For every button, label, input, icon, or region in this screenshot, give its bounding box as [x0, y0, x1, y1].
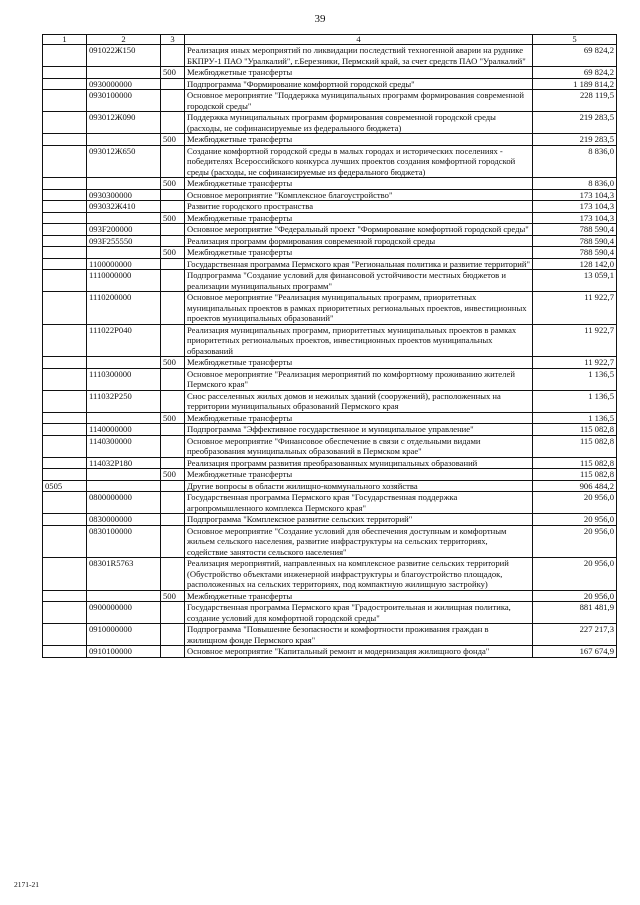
expense-type-cell: [161, 324, 185, 357]
target-article-cell: 0830100000: [87, 525, 161, 558]
expense-type-cell: [161, 235, 185, 247]
col-header-2: 2: [87, 35, 161, 45]
amount-cell: 11 922,7: [533, 357, 617, 369]
expense-type-cell: [161, 258, 185, 270]
expense-type-cell: [161, 45, 185, 67]
section-code-cell: [43, 624, 87, 646]
target-article-cell: 0910100000: [87, 646, 161, 658]
amount-cell: 115 082,8: [533, 469, 617, 481]
expense-type-cell: [161, 201, 185, 213]
item-name-cell: Государственная программа Пермского края "Региональная политика и развитие территорий": [185, 258, 533, 270]
amount-cell: 115 082,8: [533, 457, 617, 469]
amount-cell: 1 136,5: [533, 412, 617, 424]
section-code-cell: [43, 189, 87, 201]
amount-cell: 173 104,3: [533, 212, 617, 224]
section-code-cell: [43, 357, 87, 369]
target-article-cell: 111032Р250: [87, 390, 161, 412]
item-name-cell: Основное мероприятие "Капитальный ремонт и модернизация жилищного фонда": [185, 646, 533, 658]
amount-cell: 13 059,1: [533, 270, 617, 292]
page-number: 39: [314, 13, 326, 25]
target-article-cell: 0930300000: [87, 189, 161, 201]
item-name-cell: Межбюджетные трансферты: [185, 590, 533, 602]
table-row: [43, 412, 617, 424]
table-row: [43, 292, 617, 325]
table-row: [43, 357, 617, 369]
item-name-cell: Межбюджетные трансферты: [185, 134, 533, 146]
budget-table: [42, 34, 617, 658]
expense-type-cell: [161, 514, 185, 526]
expense-type-cell: 500: [161, 357, 185, 369]
target-article-cell: 0910000000: [87, 624, 161, 646]
table-row: [43, 270, 617, 292]
table-row: [43, 514, 617, 526]
col-header-4: 4: [185, 35, 533, 45]
table-row: [43, 324, 617, 357]
item-name-cell: Создание комфортной городской среды в малых городах и исторических поселениях - победителях Всероссийского конкурса лучших проектов создания комфортной городской среды (расходы, не софинансируемые из федерального бюджета): [185, 145, 533, 178]
section-code-cell: [43, 258, 87, 270]
section-code-cell: [43, 292, 87, 325]
section-code-cell: 0505: [43, 480, 87, 492]
target-article-cell: [87, 590, 161, 602]
section-code-cell: [43, 90, 87, 112]
expense-type-cell: 500: [161, 412, 185, 424]
section-code-cell: [43, 469, 87, 481]
table-row: [43, 145, 617, 178]
amount-cell: 228 119,5: [533, 90, 617, 112]
table-row: [43, 45, 617, 67]
expense-type-cell: [161, 390, 185, 412]
expense-type-cell: [161, 435, 185, 457]
table-row: [43, 492, 617, 514]
item-name-cell: Подпрограмма "Комплексное развитие сельских территорий": [185, 514, 533, 526]
item-name-cell: Основное мероприятие "Реализация мероприятий по комфортному проживанию жителей Пермского края": [185, 368, 533, 390]
amount-cell: 1 136,5: [533, 368, 617, 390]
expense-type-cell: [161, 224, 185, 236]
col-header-5: 5: [533, 35, 617, 45]
section-code-cell: [43, 590, 87, 602]
table-row: [43, 78, 617, 90]
target-article-cell: [87, 469, 161, 481]
item-name-cell: Межбюджетные трансферты: [185, 67, 533, 79]
item-name-cell: Подпрограмма "Формирование комфортной городской среды": [185, 78, 533, 90]
table-row: [43, 435, 617, 457]
section-code-cell: [43, 435, 87, 457]
amount-cell: 881 481,9: [533, 602, 617, 624]
section-code-cell: [43, 558, 87, 591]
amount-cell: 167 674,9: [533, 646, 617, 658]
section-code-cell: [43, 134, 87, 146]
table-row: [43, 368, 617, 390]
expense-type-cell: [161, 602, 185, 624]
item-name-cell: Снос расселенных жилых домов и нежилых зданий (сооружений), расположенных на территории муниципальных образований Пермского края: [185, 390, 533, 412]
item-name-cell: Реализация муниципальных программ, приоритетных муниципальных проектов в рамках приоритетных региональных проектов, инвестиционных проектов муниципальных образований: [185, 324, 533, 357]
table-row: [43, 525, 617, 558]
col-header-3: 3: [161, 35, 185, 45]
expense-type-cell: [161, 368, 185, 390]
amount-cell: 788 590,4: [533, 235, 617, 247]
item-name-cell: Государственная программа Пермского края "Государственная поддержка агропромышленного комплекса Пермского края": [185, 492, 533, 514]
target-article-cell: [87, 247, 161, 259]
table-row: [43, 390, 617, 412]
amount-cell: 173 104,3: [533, 201, 617, 213]
target-article-cell: 1110200000: [87, 292, 161, 325]
item-name-cell: Основное мероприятие "Поддержка муниципальных программ формирования современной городской среды": [185, 90, 533, 112]
item-name-cell: Реализация программ развития преобразованных муниципальных образований: [185, 457, 533, 469]
item-name-cell: Основное мероприятие "Финансовое обеспечение в связи с отдельными видами преобразования муниципальных образований в Пермском крае": [185, 435, 533, 457]
amount-cell: 8 836,0: [533, 178, 617, 190]
expense-type-cell: 500: [161, 134, 185, 146]
amount-cell: 219 283,5: [533, 134, 617, 146]
table-row: [43, 201, 617, 213]
expense-type-cell: [161, 424, 185, 436]
expense-type-cell: [161, 624, 185, 646]
section-code-cell: [43, 646, 87, 658]
table-row: [43, 457, 617, 469]
section-code-cell: [43, 525, 87, 558]
section-code-cell: [43, 247, 87, 259]
target-article-cell: 091022Ж150: [87, 45, 161, 67]
item-name-cell: Реализация иных мероприятий по ликвидации последствий техногенной аварии на руднике БКПРУ-1 ПАО "Уралкалий", г.Березники, Пермский край, за счет средств ПАО "Уралкалий": [185, 45, 533, 67]
amount-cell: 219 283,5: [533, 112, 617, 134]
target-article-cell: 0930100000: [87, 90, 161, 112]
expense-type-cell: 500: [161, 469, 185, 481]
item-name-cell: Развитие городского пространства: [185, 201, 533, 213]
table-row: [43, 602, 617, 624]
section-code-cell: [43, 67, 87, 79]
amount-cell: 20 956,0: [533, 514, 617, 526]
item-name-cell: Межбюджетные трансферты: [185, 469, 533, 481]
table-row: [43, 224, 617, 236]
amount-cell: 173 104,3: [533, 189, 617, 201]
amount-cell: 20 956,0: [533, 492, 617, 514]
table-row: [43, 469, 617, 481]
item-name-cell: Межбюджетные трансферты: [185, 247, 533, 259]
target-article-cell: 1140000000: [87, 424, 161, 436]
item-name-cell: Подпрограмма "Создание условий для финансовой устойчивости местных бюджетов и реализации муниципальных программ": [185, 270, 533, 292]
item-name-cell: Межбюджетные трансферты: [185, 412, 533, 424]
target-article-cell: 0900000000: [87, 602, 161, 624]
amount-cell: 906 484,2: [533, 480, 617, 492]
item-name-cell: Поддержка муниципальных программ формирования современной городской среды (расходы, не софинансируемые из федерального бюджета): [185, 112, 533, 134]
item-name-cell: Другие вопросы в области жилищно-коммунального хозяйства: [185, 480, 533, 492]
table-row: [43, 558, 617, 591]
table-row: [43, 424, 617, 436]
item-name-cell: Основное мероприятие "Федеральный проект "Формирование комфортной городской среды": [185, 224, 533, 236]
amount-cell: 20 956,0: [533, 590, 617, 602]
expense-type-cell: [161, 145, 185, 178]
expense-type-cell: [161, 112, 185, 134]
section-code-cell: [43, 178, 87, 190]
item-name-cell: Подпрограмма "Повышение безопасности и комфортности проживания граждан в жилищном фонде Пермского края": [185, 624, 533, 646]
expense-type-cell: [161, 78, 185, 90]
target-article-cell: 093032Ж410: [87, 201, 161, 213]
expense-type-cell: 500: [161, 247, 185, 259]
table-row: [43, 134, 617, 146]
target-article-cell: 1110300000: [87, 368, 161, 390]
section-code-cell: [43, 145, 87, 178]
section-code-cell: [43, 514, 87, 526]
target-article-cell: 111022Р040: [87, 324, 161, 357]
table-row: [43, 480, 617, 492]
expense-type-cell: 500: [161, 590, 185, 602]
amount-cell: 227 217,3: [533, 624, 617, 646]
target-article-cell: 0930000000: [87, 78, 161, 90]
target-article-cell: 093F255550: [87, 235, 161, 247]
section-code-cell: [43, 45, 87, 67]
section-code-cell: [43, 412, 87, 424]
section-code-cell: [43, 424, 87, 436]
item-name-cell: Межбюджетные трансферты: [185, 212, 533, 224]
target-article-cell: 08301R5763: [87, 558, 161, 591]
amount-cell: 69 824,2: [533, 67, 617, 79]
section-code-cell: [43, 324, 87, 357]
expense-type-cell: 500: [161, 212, 185, 224]
section-code-cell: [43, 235, 87, 247]
amount-cell: 69 824,2: [533, 45, 617, 67]
item-name-cell: Основное мероприятие "Создание условий для обеспечения доступным и комфортным жильем сельского населения, развитие инфраструктуры на сельских территориях, содействие занятости сельского населения": [185, 525, 533, 558]
item-name-cell: Подпрограмма "Эффективное государственное и муниципальное управление": [185, 424, 533, 436]
item-name-cell: Реализация программ формирования современной городской среды: [185, 235, 533, 247]
table-header-row: [43, 35, 617, 45]
table-row: [43, 178, 617, 190]
target-article-cell: [87, 480, 161, 492]
section-code-cell: [43, 78, 87, 90]
item-name-cell: Реализация мероприятий, направленных на комплексное развитие сельских территорий (Обустройство объектами инженерной инфраструктуры и благоустройство площадок, расположенных на сельских территориях, под компактную жилищную застройку): [185, 558, 533, 591]
section-code-cell: [43, 368, 87, 390]
target-article-cell: 1100000000: [87, 258, 161, 270]
amount-cell: 20 956,0: [533, 558, 617, 591]
table-row: [43, 212, 617, 224]
target-article-cell: 093012Ж650: [87, 145, 161, 178]
target-article-cell: [87, 212, 161, 224]
expense-type-cell: [161, 270, 185, 292]
section-code-cell: [43, 112, 87, 134]
section-code-cell: [43, 390, 87, 412]
expense-type-cell: [161, 646, 185, 658]
target-article-cell: 1140300000: [87, 435, 161, 457]
target-article-cell: [87, 67, 161, 79]
section-code-cell: [43, 602, 87, 624]
target-article-cell: 0800000000: [87, 492, 161, 514]
target-article-cell: 093012Ж090: [87, 112, 161, 134]
section-code-cell: [43, 457, 87, 469]
section-code-cell: [43, 270, 87, 292]
item-name-cell: Государственная программа Пермского края "Градостроительная и жилищная политика, создание условий для комфортной городской среды": [185, 602, 533, 624]
amount-cell: 1 189 814,2: [533, 78, 617, 90]
section-code-cell: [43, 212, 87, 224]
target-article-cell: 0830000000: [87, 514, 161, 526]
table-row: [43, 67, 617, 79]
section-code-cell: [43, 201, 87, 213]
expense-type-cell: [161, 480, 185, 492]
expense-type-cell: 500: [161, 67, 185, 79]
expense-type-cell: [161, 292, 185, 325]
target-article-cell: [87, 412, 161, 424]
table-row: [43, 189, 617, 201]
col-header-1: 1: [43, 35, 87, 45]
item-name-cell: Межбюджетные трансферты: [185, 178, 533, 190]
footer-code: 2171-21: [14, 880, 39, 889]
amount-cell: 1 136,5: [533, 390, 617, 412]
target-article-cell: 093F200000: [87, 224, 161, 236]
expense-type-cell: [161, 90, 185, 112]
section-code-cell: [43, 492, 87, 514]
expense-type-cell: [161, 492, 185, 514]
item-name-cell: Межбюджетные трансферты: [185, 357, 533, 369]
amount-cell: 115 082,8: [533, 424, 617, 436]
amount-cell: 128 142,0: [533, 258, 617, 270]
table-row: [43, 258, 617, 270]
table-row: [43, 646, 617, 658]
table-row: [43, 112, 617, 134]
item-name-cell: Основное мероприятие "Реализация муниципальных программ, приоритетных муниципальных проектов в рамках приоритетных региональных проектов, инвестиционных проектов муниципальных образований": [185, 292, 533, 325]
target-article-cell: 114032Р180: [87, 457, 161, 469]
table-row: [43, 235, 617, 247]
amount-cell: 788 590,4: [533, 224, 617, 236]
table-row: [43, 247, 617, 259]
amount-cell: 11 922,7: [533, 292, 617, 325]
amount-cell: 20 956,0: [533, 525, 617, 558]
amount-cell: 788 590,4: [533, 247, 617, 259]
amount-cell: 115 082,8: [533, 435, 617, 457]
expense-type-cell: 500: [161, 178, 185, 190]
amount-cell: 11 922,7: [533, 324, 617, 357]
amount-cell: 8 836,0: [533, 145, 617, 178]
expense-type-cell: [161, 189, 185, 201]
target-article-cell: [87, 134, 161, 146]
expense-type-cell: [161, 558, 185, 591]
table-row: [43, 624, 617, 646]
section-code-cell: [43, 224, 87, 236]
target-article-cell: [87, 357, 161, 369]
table-row: [43, 90, 617, 112]
target-article-cell: 1110000000: [87, 270, 161, 292]
item-name-cell: Основное мероприятие "Комплексное благоустройство": [185, 189, 533, 201]
target-article-cell: [87, 178, 161, 190]
expense-type-cell: [161, 457, 185, 469]
table-row: [43, 590, 617, 602]
expense-type-cell: [161, 525, 185, 558]
